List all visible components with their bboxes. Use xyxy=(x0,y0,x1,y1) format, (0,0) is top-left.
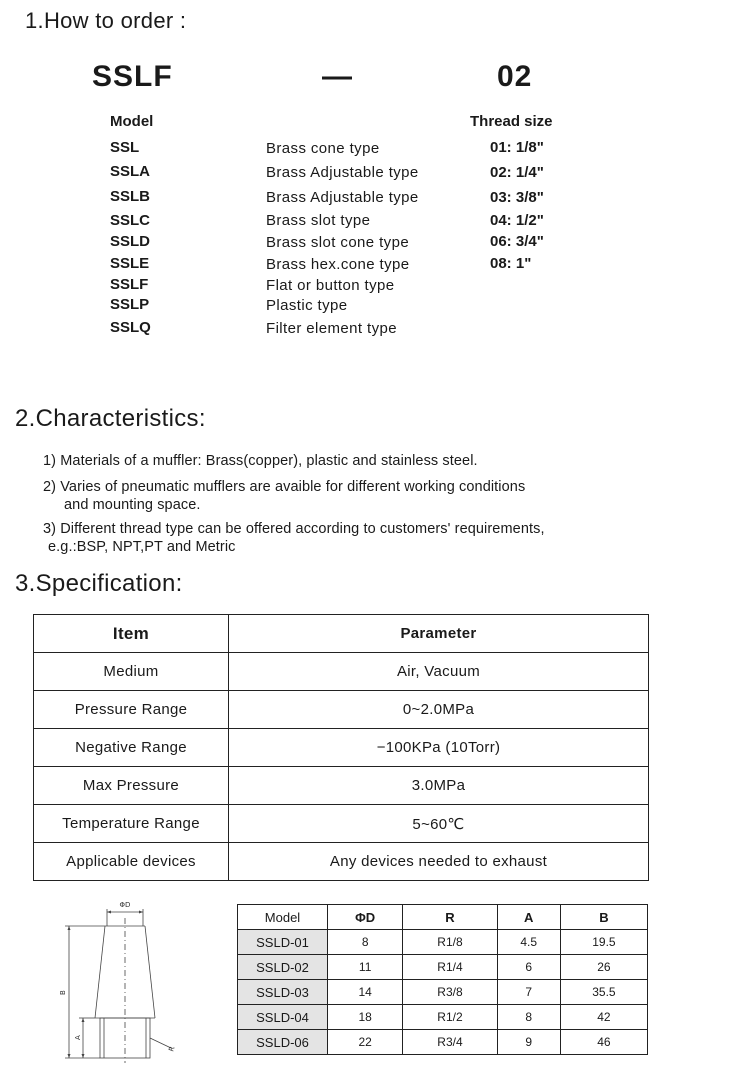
spec-item: Pressure Range xyxy=(34,691,229,729)
dim-b: 46 xyxy=(560,1030,647,1055)
thread-size: 08: 1" xyxy=(490,255,532,272)
spec-param: 5~60℃ xyxy=(229,805,649,843)
dim-r: R3/4 xyxy=(403,1030,497,1055)
specification-table xyxy=(33,614,649,881)
dim-r: R1/4 xyxy=(403,955,497,980)
model-desc: Brass hex.cone type xyxy=(266,256,410,273)
model-desc: Brass Adjustable type xyxy=(266,164,419,181)
dim-model: SSLD-04 xyxy=(238,1005,328,1030)
characteristic-line: 1) Materials of a muffler: Brass(copper), plastic and stainless steel. xyxy=(43,453,478,469)
dim-d: 14 xyxy=(328,980,403,1005)
table-row xyxy=(34,843,649,881)
spec-param: Air, Vacuum xyxy=(229,653,649,691)
table-row xyxy=(34,729,649,767)
table-row xyxy=(34,767,649,805)
muffler-dimension-drawing xyxy=(55,898,195,1068)
spec-item: Max Pressure xyxy=(34,767,229,805)
dim-a: 4.5 xyxy=(497,930,560,955)
model-desc: Brass slot type xyxy=(266,212,371,229)
table-header-row xyxy=(34,615,649,653)
order-heading: 1.How to order : xyxy=(25,8,187,33)
table-row xyxy=(238,1030,648,1055)
thread-size: 06: 3/4" xyxy=(490,233,544,250)
table-row xyxy=(34,805,649,843)
table-row xyxy=(34,691,649,729)
table-row xyxy=(34,653,649,691)
dim-a: 8 xyxy=(497,1005,560,1030)
dim-b: 35.5 xyxy=(560,980,647,1005)
dim-d: 8 xyxy=(328,930,403,955)
table-row xyxy=(238,1005,648,1030)
spec-param: Any devices needed to exhaust xyxy=(229,843,649,881)
model-code: SSLC xyxy=(110,212,151,229)
dim-b: 42 xyxy=(560,1005,647,1030)
model-desc: Brass Adjustable type xyxy=(266,189,419,206)
dim-model: SSLD-06 xyxy=(238,1030,328,1055)
dim-model: SSLD-01 xyxy=(238,930,328,955)
dim-d: 22 xyxy=(328,1030,403,1055)
spec-param: 3.0MPa xyxy=(229,767,649,805)
model-code: SSLF xyxy=(110,276,149,293)
dim-b: 19.5 xyxy=(560,930,647,955)
model-code: SSLP xyxy=(110,296,150,313)
table-row xyxy=(238,980,648,1005)
model-desc: Plastic type xyxy=(266,297,348,314)
characteristic-line: and mounting space. xyxy=(64,497,201,513)
model-code: SSL xyxy=(110,139,140,156)
dim-a: 7 xyxy=(497,980,560,1005)
order-code-dash: — xyxy=(322,60,353,93)
drawing-label-a: A xyxy=(74,1035,82,1040)
model-desc: Brass slot cone type xyxy=(266,234,410,251)
spec-item: Applicable devices xyxy=(34,843,229,881)
model-code: SSLE xyxy=(110,255,150,272)
dim-b: 26 xyxy=(560,955,647,980)
model-code: SSLD xyxy=(110,233,151,250)
dim-r: R1/2 xyxy=(403,1005,497,1030)
characteristics-heading: 2.Characteristics: xyxy=(15,405,206,432)
model-desc: Filter element type xyxy=(266,320,397,337)
col-param-header: Parameter xyxy=(229,615,649,653)
model-desc: Flat or button type xyxy=(266,277,395,294)
order-code-thread: 02 xyxy=(497,60,533,93)
dim-model: SSLD-02 xyxy=(238,955,328,980)
characteristic-line: e.g.:BSP, NPT,PT and Metric xyxy=(48,539,236,555)
spec-param: 0~2.0MPa xyxy=(229,691,649,729)
drawing-label-b: B xyxy=(59,990,67,995)
spec-param: −100KPa (10Torr) xyxy=(229,729,649,767)
thread-header: Thread size xyxy=(470,113,553,130)
thread-size: 04: 1/2" xyxy=(490,212,544,229)
dim-model: SSLD-03 xyxy=(238,980,328,1005)
thread-size: 01: 1/8" xyxy=(490,139,544,156)
dim-header-b: B xyxy=(560,905,647,930)
drawing-label-d: ΦD xyxy=(119,901,131,909)
drawing-label-r: R xyxy=(167,1045,177,1053)
col-item-header: Item xyxy=(34,615,229,653)
dim-header-a: A xyxy=(497,905,560,930)
dim-header-model: Model xyxy=(238,905,328,930)
thread-size: 02: 1/4" xyxy=(490,164,544,181)
order-code-model: SSLF xyxy=(92,60,173,93)
dim-r: R1/8 xyxy=(403,930,497,955)
dim-a: 6 xyxy=(497,955,560,980)
dim-a: 9 xyxy=(497,1030,560,1055)
table-row xyxy=(238,955,648,980)
thread-size: 03: 3/8" xyxy=(490,189,544,206)
characteristic-line: 3) Different thread type can be offered according to customers' requirements, xyxy=(43,521,545,537)
dim-d: 11 xyxy=(328,955,403,980)
table-header-row xyxy=(238,905,648,930)
model-code: SSLA xyxy=(110,163,151,180)
dim-header-r: R xyxy=(403,905,497,930)
table-row xyxy=(238,930,648,955)
model-desc: Brass cone type xyxy=(266,140,380,157)
dim-d: 18 xyxy=(328,1005,403,1030)
model-code: SSLQ xyxy=(110,319,151,336)
spec-item: Negative Range xyxy=(34,729,229,767)
specification-heading: 3.Specification: xyxy=(15,570,183,597)
model-code: SSLB xyxy=(110,188,151,205)
spec-item: Medium xyxy=(34,653,229,691)
dim-header-d: ΦD xyxy=(328,905,403,930)
dimensions-table xyxy=(237,904,648,1055)
dim-r: R3/8 xyxy=(403,980,497,1005)
spec-item: Temperature Range xyxy=(34,805,229,843)
characteristic-line: 2) Varies of pneumatic mufflers are avaible for different working conditions xyxy=(43,479,526,495)
model-header: Model xyxy=(110,113,154,130)
